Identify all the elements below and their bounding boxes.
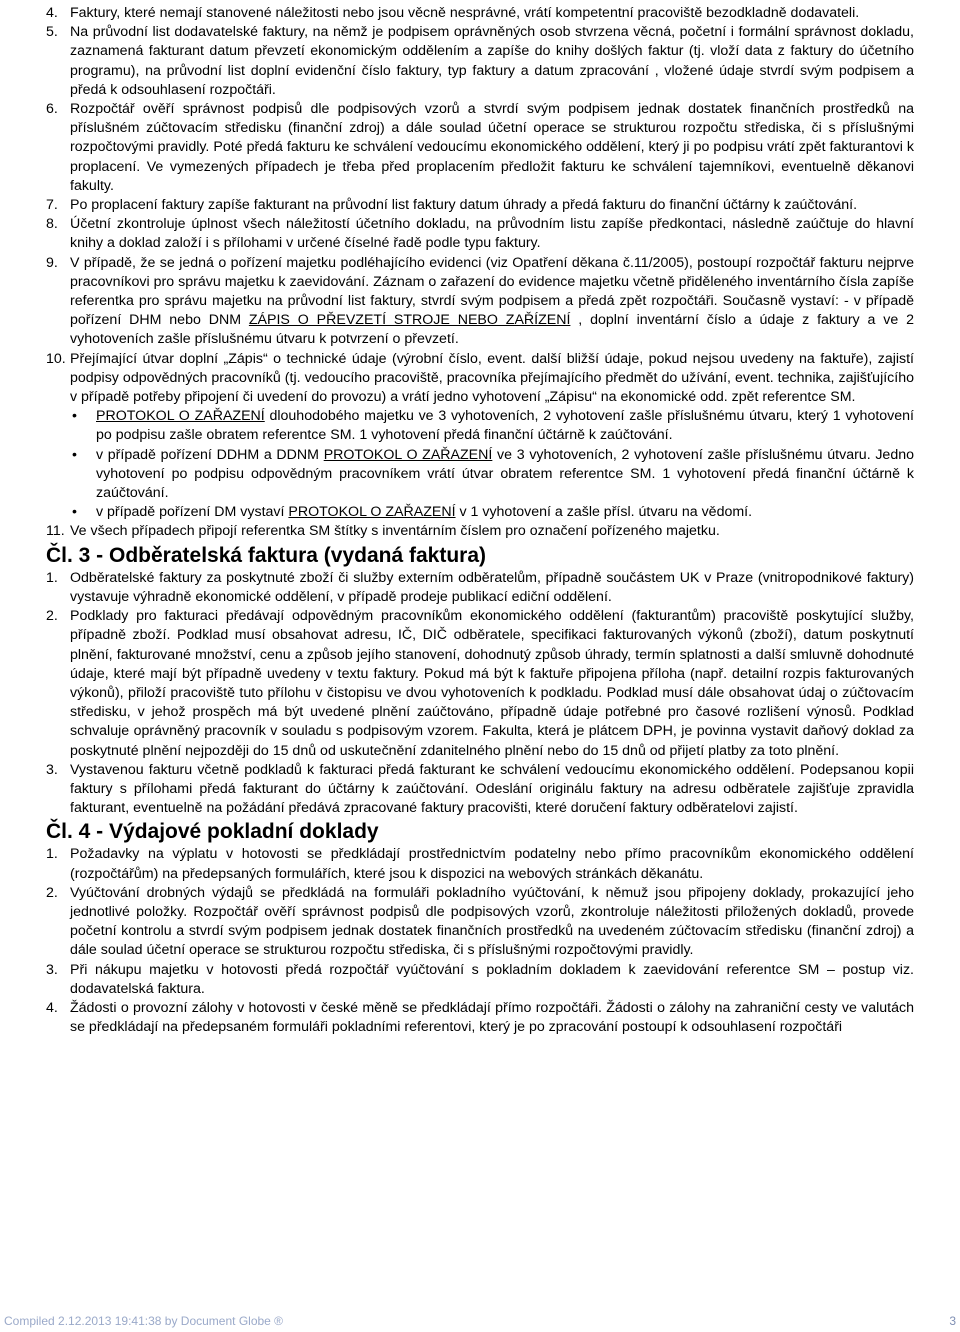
item-number: 8. xyxy=(46,216,58,233)
list-item xyxy=(46,884,914,961)
item-text: Po proplacení faktury zapíše fakturant na průvodní list faktury datum úhrady a předá fakturu do finanční účtárny k zaúčtování. xyxy=(70,197,858,214)
item-text: Přejímající útvar doplní „Zápis“ o technické údaje (výrobní číslo, event. další bližší údaje, pokud nejsou uvedeny na faktuře), zajistí podpisy odpovědných pracovníků (tj. vedoucího pracoviště, pracovníka přejímajícího předmět do užívání, event. technika, zajišťujícího v případě potřeby připojení či uvedení do provozu) a vrátí jedno vyhotovení „Zápisu“ na ekonomické odd. zpět referentce SM. xyxy=(70,350,914,406)
item-text: Při nákupu majetku v hotovosti předá rozpočtář vyúčtování s pokladním dokladem k zaevidování referentce SM – postup viz. dodavatelská faktura. xyxy=(70,961,914,997)
list-item xyxy=(46,522,914,541)
bullet-text: ve 3 vyhotoveních, 2 vyhotovení zašle příslušnému útvaru. Jedno vyhotovení po podpisu odpovědným pracovníkem vrátí útvar obratem referentce SM. 1 vyhotovení předá finanční účtárně k zaúčtování. xyxy=(96,446,914,502)
section-heading: Čl. 4 - Výdajové pokladní doklady xyxy=(46,820,379,844)
item-number: 9. xyxy=(46,254,58,271)
list-item xyxy=(46,100,914,196)
list-item xyxy=(46,607,914,761)
item-number: 4. xyxy=(46,999,58,1016)
bullet-text: v 1 vyhotovení a zašle přísl. útvaru na vědomí. xyxy=(455,504,753,521)
item-text: Faktury, které nemají stanovené náležitosti nebo jsou věcně nesprávné, vrátí kompetentní pracoviště bezodkladně dodavateli. xyxy=(70,5,860,21)
item-text: Vyúčtování drobných výdajů se předkládá na formuláři pokladního vyúčtování, k němuž jsou připojeny doklady, prokazující jeho jednotlivé položky. Rozpočtář ověří správnost podpisů dle podpisových vzorů, zkontroluje náležitosti přiložených dokladů, provede početní kontrolu a stvrdí svým podpisem jednak dostatek finančních prostředků na uvedeném zúčtovacím středisku (finanční zdroj) a dále soulad účetní operace se strukturou rozpočtu střediska, či s příslušnými rozpočtovými pravidly. xyxy=(70,884,914,959)
list-item xyxy=(46,761,914,819)
item-text: V případě, že se jedná o pořízení majetku podléhajícího evidenci (viz Opatření děkana č.11/2005), postoupí rozpočtář fakturu nejprve pracovníkovi pro správu majetku k zaevidování. Záznam o zařazení do evidence majetku včetně přiděleného inventárního čísla zapíše referentka pro správu majetku na průvodní list faktury, stvrdí svým podpisem a předá zpět rozpočtáři. Současně vystaví: - v případě pořízení DHM nebo DNM xyxy=(70,254,914,329)
section-heading: Čl. 3 - Odběratelská faktura (vydaná faktura) xyxy=(46,543,486,567)
item-number: 7. xyxy=(46,197,58,214)
bullet-icon: • xyxy=(72,504,77,521)
item-number: 1. xyxy=(46,569,58,586)
list-item xyxy=(46,845,914,883)
form-link-protokol[interactable]: PROTOKOL O ZAŘAZENÍ xyxy=(96,408,265,425)
item-number: 2. xyxy=(46,608,58,625)
list-item xyxy=(46,196,914,215)
list-item xyxy=(46,569,914,607)
item-text: Ve všech případech připojí referentka SM štítky s inventárním číslem pro označení pořízeného majetku. xyxy=(70,523,720,540)
item-text: Požadavky na výplatu v hotovosti se předkládají prostřednictvím podatelny nebo přímo pracovníkům ekonomického oddělení (rozpočtářům) na předepsaných formulářích, které jsou k dispozici na webových stránkách děkanátu. xyxy=(70,846,914,882)
list-item xyxy=(46,999,914,1037)
bullet-text: dlouhodobého majetku ve 3 vyhotoveních, 2 vyhotovení zašle příslušnému útvaru, který 1 vyhotovení po podpisu zašle obratem referentce SM. 1 vyhotovení předá finanční účtárně k zaúčtování. xyxy=(96,408,914,444)
list-item xyxy=(46,215,914,253)
page-footer xyxy=(4,1314,956,1328)
list-item xyxy=(46,23,914,100)
item-text: Rozpočtář ověří správnost podpisů dle podpisových vzorů a stvrdí svým podpisem jednak dostatek finančních prostředků na příslušném zúčtovacím středisku (finanční zdroj) a dále soulad účetní operace se strukturou rozpočtu střediska, či s příslušnými rozpočtovými pravidly. Poté předá fakturu ke schválení vedoucímu ekonomického oddělení, který ji po podpisu vrátí zpět fakturantovi k proplacení. Ve vymezených případech je třeba před proplacením předložit fakturu ke schválení tajemníkovi, eventuelně děkanovi fakulty. xyxy=(70,101,914,194)
list-item xyxy=(46,961,914,999)
form-link-zapis[interactable]: ZÁPIS O PŘEVZETÍ STROJE NEBO ZAŘÍZENÍ xyxy=(248,312,571,329)
item-text: , doplní inventární číslo a údaje z faktury a ve 2 vyhotoveních zašle příslušnému útvaru k potvrzení o převzetí. xyxy=(70,312,914,348)
item-text: Na průvodní list dodavatelské faktury, na němž je podpisem oprávněných osob stvrzena věcná, početní i formální správnost dokladu, zaznamená fakturant datum převzetí ekonomickým oddělením a zapíše do knihy došlých faktur (tj. vloží data z faktury do účetního programu), na průvodní list doplní evidenční číslo faktury, typ faktury a datum zpracování , vložené údaje stvrdí svým podpisem a předá k odsouhlasení rozpočtáři. xyxy=(70,24,914,98)
item-number: 4. xyxy=(46,5,58,21)
bullet-text: v případě pořízení DDHM a DDNM xyxy=(96,446,324,463)
item-number: 3. xyxy=(46,761,58,778)
form-link-protokol[interactable]: PROTOKOL O ZAŘAZENÍ xyxy=(323,446,493,463)
item-number: 11. xyxy=(46,523,65,540)
compiled-info: Compiled 2.12.2013 19:41:38 by Document Globe ® xyxy=(4,1314,284,1328)
bullet-item xyxy=(46,407,914,445)
list-item xyxy=(46,4,914,23)
item-text: Odběratelské faktury za poskytnuté zboží či služby externím odběratelům, případně součástem UK v Praze (vnitropodnikové faktury) vystavuje výhradně ekonomické oddělení, v případě prodeje publikací ediční oddělení. xyxy=(70,569,914,605)
item-text: Podklady pro fakturaci předávají odpovědným pracovníkům ekonomického oddělení (fakturantům) pracoviště poskytující služby, případně zboží. Podklad musí obsahovat adresu, IČ, DIČ odběratele, specifikaci fakturovaných výkonů (zboží), datum poskytnutí plnění, fakturované množství, cenu a způsob jejího stanovení, dohodnutý způsob úhrady, termín splatnosti a další smluvně dohodnuté údaje, které mají být případně uvedeny v textu faktury. Pokud má být k faktuře připojena příloha (např. detailní rozpis fakturovaných výkonů), přiloží pracoviště tuto přílohu v čistopisu ve dvou vyhotoveních k podkladu. Podklad musí dále obsahovat údaj o zúčtovacím středisku, v jehož prospěch má být uvedené plnění zaúčtováno, případně údaje potřebné pro časové rozlišení výnosů. Podklad schvaluje oprávněný pracovník v souladu s podpisovým vzorem. Fakulta, která je plátcem DPH, je povinna vystavit daňový doklad za poskytnuté plnění nejpozději do 15 dnů od uskutečnění zdanitelného plnění nebo do 15 dnů od přijetí platby za toto plnění. xyxy=(70,608,914,759)
item-number: 6. xyxy=(46,101,58,118)
bullet-item xyxy=(46,503,914,522)
item-number: 10. xyxy=(46,350,66,367)
item-text: Žádosti o provozní zálohy v hotovosti v české měně se předkládají přímo rozpočtáři. Žádosti o zálohy na zahraniční cesty ve valutách se předkládají na předepsaném formuláři pokladními referentovi, který je po zpracování postoupí k odsouhlasení rozpočtáři xyxy=(70,999,914,1036)
item-number: 3. xyxy=(46,961,58,978)
bullet-item xyxy=(46,446,914,504)
bullet-text: v případě pořízení DM vystaví xyxy=(96,504,289,521)
bullet-icon: • xyxy=(72,446,77,463)
item-number: 2. xyxy=(46,884,58,901)
form-link-protokol[interactable]: PROTOKOL O ZAŘAZENÍ xyxy=(288,504,456,521)
item-number: 5. xyxy=(46,24,58,41)
item-number: 1. xyxy=(46,846,58,863)
item-text: Vystavenou fakturu včetně podkladů k fakturaci předá fakturant ke schválení vedoucímu ekonomického oddělení. Podepsanou kopii faktury s přílohami předá fakturant do účtárny k zaúčtování. Odeslání originálu faktury na adresu odběratele zajišťuje zpravidla fakturant, eventuelně na požádání předává zpracované faktury pracovišti, které doručení faktury odběratelovi zajistí. xyxy=(70,761,914,817)
document-content xyxy=(46,4,914,1037)
list-item xyxy=(46,350,914,408)
item-text: Účetní zkontroluje úplnost všech náležitostí účetního dokladu, na průvodním listu zapíše předkontaci, následně zaúčtuje do hlavní knihy a doklad založí i s přílohami v určené číselné řadě podle typu faktury. xyxy=(70,216,914,252)
page-number: 3 xyxy=(949,1314,956,1328)
list-item xyxy=(46,254,914,350)
bullet-icon: • xyxy=(72,408,77,425)
